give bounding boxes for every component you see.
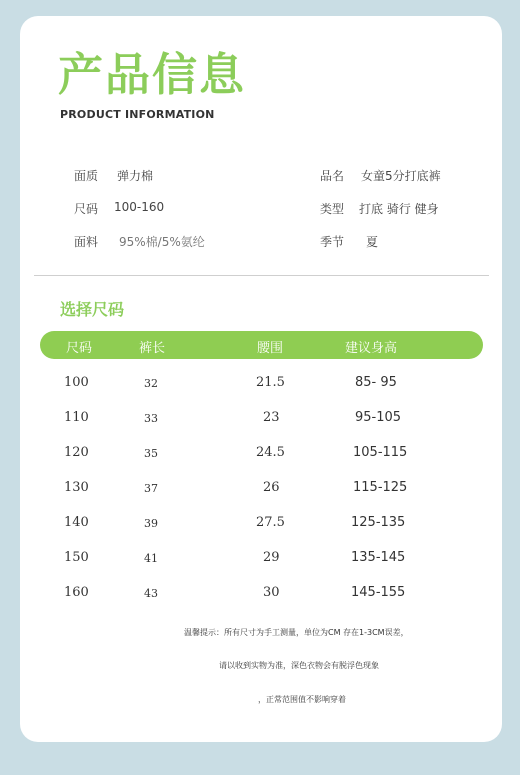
page-subtitle: PRODUCT INFORMATION — [60, 108, 215, 121]
size-table-header — [40, 331, 483, 359]
cell-waist: 26 — [263, 480, 280, 495]
cell-length: 39 — [144, 517, 158, 530]
type-label: 类型 — [320, 202, 345, 216]
cell-waist: 24.5 — [256, 445, 285, 460]
cell-waist: 23 — [263, 410, 280, 425]
cell-size: 160 — [64, 585, 89, 600]
header-waist: 腰围 — [257, 341, 284, 356]
table-row — [20, 480, 502, 510]
material-label: 面料 — [74, 235, 99, 249]
cell-size: 140 — [64, 515, 89, 530]
cell-height: 125-135 — [351, 515, 406, 530]
cell-size: 150 — [64, 550, 89, 565]
measurement-note: 温馨提示：所有尺寸为手工测量，单位为CM 存在1-3CM误差， — [184, 628, 409, 637]
cell-length: 41 — [144, 552, 158, 565]
table-row — [20, 445, 502, 475]
season-value: 夏 — [366, 235, 379, 249]
table-row — [20, 375, 502, 405]
fabric-quality-value: 弹力棉 — [117, 169, 154, 183]
cell-length: 37 — [144, 482, 158, 495]
product-name-label: 品名 — [320, 169, 345, 183]
header-pants-length: 裤长 — [139, 341, 166, 356]
header-suggested-height: 建议身高 — [345, 341, 398, 356]
cell-waist: 21.5 — [256, 375, 285, 390]
cell-height: 115-125 — [353, 480, 408, 495]
cell-height: 95-105 — [355, 410, 402, 425]
cell-length: 33 — [144, 412, 158, 425]
page-title: 产品信息 — [58, 48, 247, 101]
cell-height: 145-155 — [351, 585, 406, 600]
header-size: 尺码 — [66, 341, 93, 356]
cell-height: 85- 95 — [355, 375, 397, 390]
cell-height: 135-145 — [351, 550, 406, 565]
cell-height: 105-115 — [353, 445, 408, 460]
cell-length: 32 — [144, 377, 158, 390]
cell-size: 130 — [64, 480, 89, 495]
table-row — [20, 585, 502, 615]
cell-waist: 29 — [263, 550, 280, 565]
season-label: 季节 — [320, 235, 345, 249]
cell-size: 100 — [64, 375, 89, 390]
cell-size: 120 — [64, 445, 89, 460]
size-range-label: 尺码 — [74, 202, 99, 216]
cell-length: 43 — [144, 587, 158, 600]
fabric-quality-label: 面质 — [74, 169, 99, 183]
section-divider — [34, 275, 489, 276]
size-range-value: 100-160 — [114, 200, 165, 214]
size-section-title: 选择尺码 — [60, 300, 125, 319]
type-value: 打底 骑行 健身 — [359, 202, 439, 216]
cell-waist: 27.5 — [256, 515, 285, 530]
product-info-card — [20, 16, 502, 742]
product-name-value: 女童5分打底裤 — [361, 169, 441, 183]
table-row — [20, 410, 502, 440]
cell-size: 110 — [64, 410, 89, 425]
color-note: 请以收到实物为准，深色衣物会有脱浮色现象 — [219, 661, 379, 670]
table-row — [20, 515, 502, 545]
range-note: ，正常范围值不影响穿着 — [258, 695, 346, 704]
table-row — [20, 550, 502, 580]
material-value: 95%棉/5%氨纶 — [119, 235, 205, 249]
cell-waist: 30 — [263, 585, 280, 600]
cell-length: 35 — [144, 447, 158, 460]
